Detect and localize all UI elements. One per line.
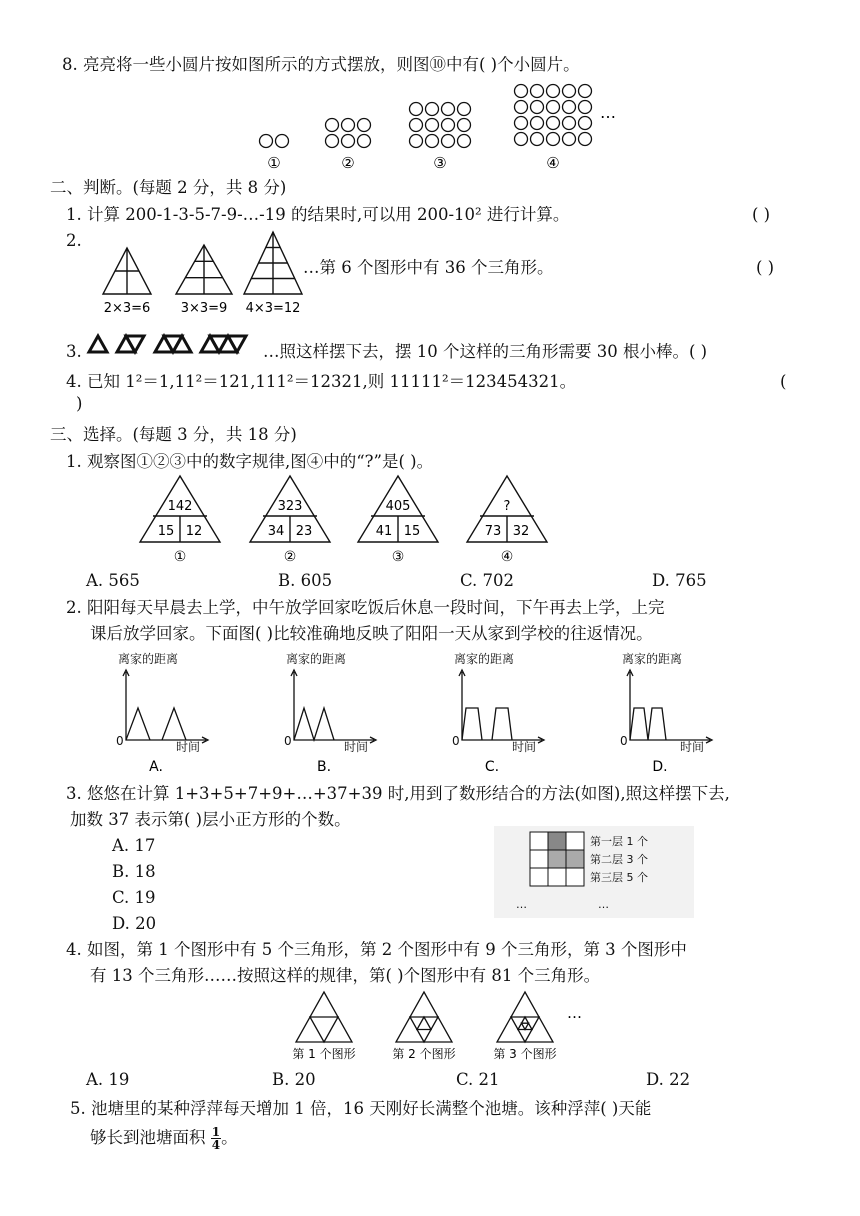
svg-text:0: 0 [116, 734, 124, 748]
choice-q5-line2-text: 够长到池塘面积 [90, 1128, 206, 1147]
svg-text:?: ? [503, 499, 511, 514]
triangle-grid-figure [98, 228, 313, 318]
distance-time-graphs [110, 648, 740, 776]
choice-q2-line1: 2. 阳阳每天早晨去上学，中午放学回家吃饭后休息一段时间，下午再去上学，上完 [66, 598, 665, 617]
svg-text:323: 323 [277, 499, 303, 514]
svg-text:②: ② [283, 549, 297, 565]
svg-text:34: 34 [267, 524, 285, 539]
choice-q4-line1: 4. 如图，第 1 个图形中有 5 个三角形，第 2 个图形中有 9 个三角形，第 3 个图形中 [66, 940, 687, 959]
svg-text:①: ① [267, 154, 281, 172]
svg-text:离家的距离: 离家的距离 [286, 652, 347, 666]
svg-text:…: … [567, 1004, 582, 1022]
svg-text:第 3 个图形: 第 3 个图形 [493, 1047, 557, 1061]
choice-q1-text: 1. 观察图①②③中的数字规律,图④中的“?”是( )。 [66, 452, 434, 471]
choice-q3-option-c: C. 19 [112, 888, 156, 907]
svg-text:12: 12 [185, 524, 203, 539]
circle-pattern-figure [250, 78, 630, 178]
choice-q1-option-b: B. 605 [278, 571, 333, 590]
judge-q3-text: …照这样摆下去，摆 10 个这样的三角形需要 30 根小棒。( ) [263, 342, 708, 361]
svg-text:时间: 时间 [680, 740, 705, 754]
svg-text:0: 0 [620, 734, 628, 748]
svg-text:3×3=9: 3×3=9 [180, 301, 228, 316]
svg-text:A.: A. [149, 759, 163, 775]
choice-q1-option-d: D. 765 [652, 571, 707, 590]
svg-text:41: 41 [375, 524, 393, 539]
judge-q1-paren: ( ) [752, 205, 771, 224]
svg-text:2×3=6: 2×3=6 [103, 301, 151, 316]
judge-q4-paren-close: ) [76, 394, 83, 413]
svg-text:离家的距离: 离家的距离 [118, 652, 179, 666]
choice-q4-option-a: A. 19 [86, 1070, 130, 1089]
svg-text:④: ④ [500, 549, 514, 565]
svg-text:①: ① [173, 549, 187, 565]
svg-text:第三层 5 个: 第三层 5 个 [590, 871, 648, 884]
choice-q4-line2: 有 13 个三角形……按照这样的规律，第( )个图形中有 81 个三角形。 [90, 966, 601, 985]
choice-q4-option-d: D. 22 [646, 1070, 691, 1089]
svg-text:142: 142 [167, 499, 193, 514]
judge-q2-text: …第 6 个图形中有 36 个三角形。 [303, 258, 554, 277]
nested-triangles-figure [284, 990, 594, 1064]
judge-q2-paren: ( ) [756, 258, 775, 277]
choice-q5-line1: 5. 池塘里的某种浮萍每天增加 1 倍，16 天刚好长满整个池塘。该种浮萍( )天能 [70, 1099, 652, 1118]
stick-triangles-figure [86, 332, 266, 358]
svg-text:…: … [598, 898, 609, 911]
choice-q2-line2: 课后放学回家。下面图( )比较准确地反映了阳阳一天从家到学校的往返情况。 [90, 624, 653, 643]
svg-text:③: ③ [391, 549, 405, 565]
svg-text:0: 0 [284, 734, 292, 748]
svg-text:时间: 时间 [512, 740, 537, 754]
svg-text:…: … [600, 103, 616, 122]
choice-q3-option-a: A. 17 [112, 836, 156, 855]
svg-text:23: 23 [295, 524, 313, 539]
svg-text:15: 15 [157, 524, 175, 539]
svg-text:405: 405 [385, 499, 411, 514]
judge-q1-text: 1. 计算 200-1-3-5-7-9-…-19 的结果时,可以用 200-10² 进行计算。 [66, 205, 570, 224]
layered-squares-figure [494, 826, 694, 918]
svg-text:0: 0 [452, 734, 460, 748]
svg-text:15: 15 [403, 524, 421, 539]
section-3-header: 三、选择。(每题 3 分，共 18 分) [50, 425, 297, 444]
choice-q1-option-a: A. 565 [86, 571, 140, 590]
svg-text:时间: 时间 [344, 740, 369, 754]
svg-text:离家的距离: 离家的距离 [622, 652, 683, 666]
svg-text:4×3=12: 4×3=12 [245, 301, 301, 316]
svg-text:32: 32 [512, 524, 530, 539]
svg-text:B.: B. [316, 759, 332, 775]
svg-text:第二层 3 个: 第二层 3 个 [590, 853, 648, 866]
svg-text:73: 73 [484, 524, 502, 539]
judge-q4-text: 4. 已知 1²＝1,11²＝121,111²＝12321,则 11111²＝123454321。 [66, 372, 577, 391]
choice-q3-option-b: B. 18 [112, 862, 156, 881]
choice-q4-option-c: C. 21 [456, 1070, 500, 1089]
svg-text:离家的距离: 离家的距离 [454, 652, 515, 666]
judge-q2-num: 2. [66, 231, 82, 250]
svg-text:C.: C. [484, 759, 500, 775]
judge-q3-num: 3. [66, 342, 82, 361]
judge-q4-paren-open: ( [780, 372, 787, 391]
choice-q5-end: 。 [221, 1128, 238, 1147]
svg-text:④: ④ [546, 154, 560, 172]
choice-q3-option-d: D. 20 [112, 914, 157, 933]
svg-text:③: ③ [433, 154, 447, 172]
number-triangles-figure [130, 472, 550, 568]
choice-q4-option-b: B. 20 [272, 1070, 316, 1089]
svg-text:…: … [516, 898, 527, 911]
svg-text:②: ② [341, 154, 355, 172]
svg-text:D.: D. [652, 759, 668, 775]
section-2-header: 二、判断。(每题 2 分，共 8 分) [50, 178, 287, 197]
svg-text:时间: 时间 [176, 740, 201, 754]
choice-q3-line1: 3. 悠悠在计算 1+3+5+7+9+…+37+39 时,用到了数形结合的方法(如图),照这样摆下去, [66, 784, 730, 803]
svg-text:第一层 1 个: 第一层 1 个 [590, 835, 648, 848]
choice-q1-option-c: C. 702 [460, 571, 515, 590]
svg-text:第 2 个图形: 第 2 个图形 [392, 1047, 456, 1061]
one-quarter-fraction: $\frac{1}{4}$ [211, 1125, 221, 1152]
svg-text:第 1 个图形: 第 1 个图形 [292, 1047, 356, 1061]
choice-q3-line2: 加数 37 表示第( )层小正方形的个数。 [70, 810, 351, 829]
choice-q5-line2 [90, 1126, 238, 1151]
q8-text: 8. 亮亮将一些小圆片按如图所示的方式摆放，则图⑩中有( )个小圆片。 [62, 55, 580, 74]
